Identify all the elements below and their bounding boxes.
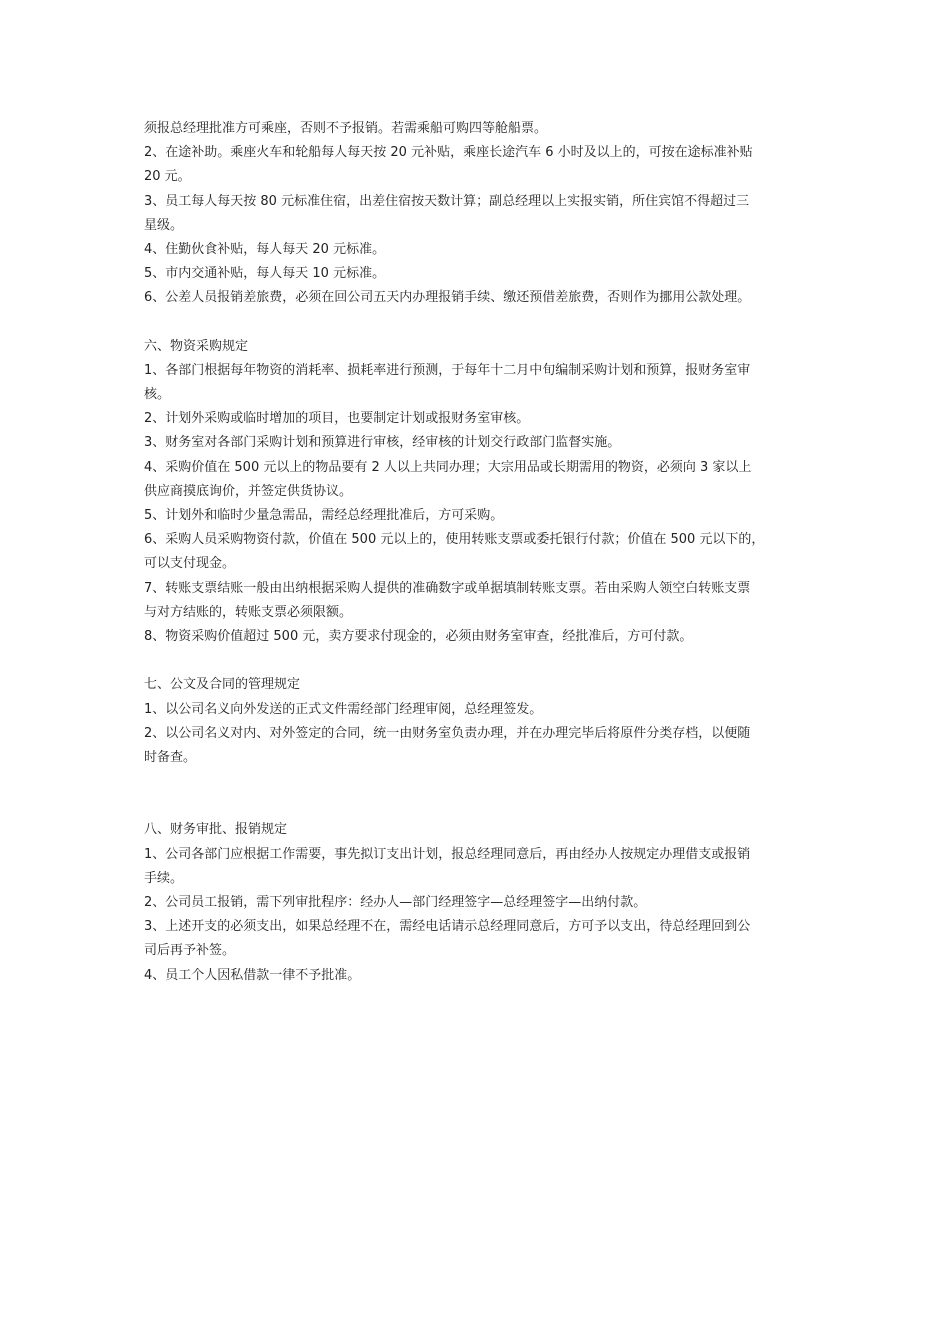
paragraph-line: 1、公司各部门应根据工作需要，事先拟订支出计划，报总经理同意后，再由经办人按规定办理借支或报销 — [144, 846, 751, 862]
paragraph-line: 3、员工每人每天按 80 元标准住宿，出差住宿按天数计算；副总经理以上实报实销，所住宾馆不得超过三 — [144, 193, 750, 209]
paragraph-line: 3、财务室对各部门采购计划和预算进行审核，经审核的计划交行政部门监督实施。 — [144, 435, 621, 451]
paragraph-line: 星级。 — [144, 217, 184, 233]
section-heading: 六、物资采购规定 — [144, 338, 249, 354]
section-heading: 七、公文及合同的管理规定 — [144, 677, 301, 693]
paragraph-line: 2、以公司名义对内、对外签定的合同，统一由财务室负责办理，并在办理完毕后将原件分类存档，以便随 — [144, 725, 751, 741]
paragraph-line: 4、员工个人因私借款一律不予批准。 — [144, 967, 361, 983]
paragraph-line: 8、物资采购价值超过 500 元，卖方要求付现金的，必须由财务室审查，经批准后，方可付款。 — [144, 628, 693, 644]
paragraph-line: 7、转账支票结账一般由出纳根据采购人提供的准确数字或单据填制转账支票。若由采购人领空白转账支票 — [144, 580, 751, 596]
section-documents-contracts — [144, 673, 808, 770]
paragraph-line: 2、在途补助。乘座火车和轮船每人每天按 20 元补贴，乘座长途汽车 6 小时及以上的，可按在途标准补贴 — [144, 145, 753, 161]
paragraph-line: 1、各部门根据每年物资的消耗率、损耗率进行预测，于每年十二月中旬编制采购计划和预算，报财务室审 — [144, 362, 751, 378]
paragraph-line: 6、公差人员报销差旅费，必须在回公司五天内办理报销手续、缴还预借差旅费，否则作为挪用公款处理。 — [144, 290, 751, 306]
intro-block — [144, 117, 808, 311]
paragraph-line: 1、以公司名义向外发送的正式文件需经部门经理审阅，总经理签发。 — [144, 701, 543, 717]
paragraph-line: 4、采购价值在 500 元以上的物品要有 2 人以上共同办理；大宗用品或长期需用的物资，必须向 3 家以上 — [144, 459, 752, 475]
spacer — [144, 649, 808, 673]
paragraph-line: 2、计划外采购或临时增加的项目，也要制定计划或报财务室审核。 — [144, 411, 530, 427]
paragraph-line: 4、住勤伙食补贴，每人每天 20 元标准。 — [144, 241, 386, 257]
section-heading: 八、财务审批、报销规定 — [144, 822, 288, 838]
paragraph-line: 核。 — [144, 387, 171, 403]
spacer — [144, 311, 808, 335]
paragraph-line: 6、采购人员采购物资付款，价值在 500 元以上的，使用转账支票或委托银行付款；价值在 500 元以下的， — [144, 532, 765, 548]
paragraph-line: 3、上述开支的必须支出，如果总经理不在，需经电话请示总经理同意后，方可予以支出，待总经理回到公 — [144, 919, 751, 935]
paragraph-line: 时备查。 — [144, 749, 197, 765]
paragraph-line: 司后再予补签。 — [144, 943, 236, 959]
spacer — [144, 770, 808, 818]
section-finance-approval — [144, 818, 808, 987]
paragraph-line: 供应商摸底询价，并签定供货协议。 — [144, 483, 353, 499]
paragraph-line: 手续。 — [144, 870, 184, 886]
paragraph-line: 5、市内交通补贴，每人每天 10 元标准。 — [144, 266, 386, 282]
paragraph-line: 2、公司员工报销，需下列审批程序：经办人—部门经理签字—总经理签字—出纳付款。 — [144, 895, 647, 911]
document-page — [144, 117, 808, 988]
paragraph-line: 须报总经理批准方可乘座，否则不予报销。若需乘船可购四等舱船票。 — [144, 121, 548, 136]
paragraph-line: 可以支付现金。 — [144, 556, 236, 572]
paragraph-line: 20 元。 — [144, 169, 191, 185]
section-purchasing — [144, 335, 808, 649]
paragraph-line: 5、计划外和临时少量急需品，需经总经理批准后，方可采购。 — [144, 508, 504, 523]
paragraph-line: 与对方结账的，转账支票必须限额。 — [144, 604, 353, 620]
